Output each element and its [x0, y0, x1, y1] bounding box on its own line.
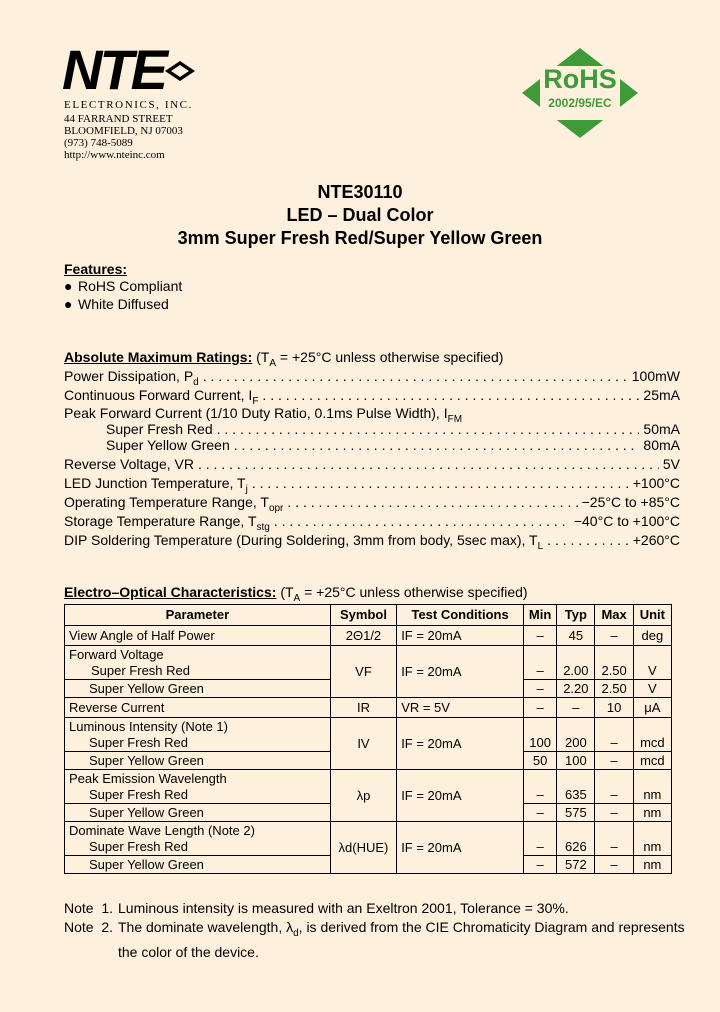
amr-row: Super Yellow Green . . . 80mA [64, 436, 680, 454]
note-2: Note 2. The dominate wavelength, $\lambda_d$, is derived from the CIE Chromaticity Diagram and represents the color of the device. [64, 919, 685, 960]
title-line-2: LED – Dual Color [286, 205, 434, 225]
address-city: BLOOMFIELD, NJ 07003 [64, 125, 183, 137]
title-line-3: 3mm Super Fresh Red/Super Yellow Green [177, 228, 543, 248]
part-number: NTE30110 [317, 182, 403, 202]
amr-row: Power Dissipation, $P_d$ . . . 100mW [64, 367, 680, 392]
table-row: Forward Voltage Super Fresh Red VF IF = 20mA – 2.00 2.50 V [65, 646, 672, 680]
amr-row: Continuous Forward Current, $I_F$ . . . 25mA [64, 386, 680, 411]
company-name: ELECTRONICS, INC. [64, 99, 193, 111]
table-row: Luminous Intensity (Note 1) Super Fresh Red IV IF = 20mA 100 200 – mcd [65, 718, 672, 752]
table-row: Super Yellow Green – 2.20 2.50 V [65, 680, 672, 698]
table-row: Peak Emission Wavelength Super Fresh Red λp IF = 20mA – 635 – nm [65, 770, 672, 804]
rohs-badge [520, 46, 640, 140]
amr-row: Super Fresh Red . . . 50mA [64, 420, 680, 438]
address-street: 44 FARRAND STREET [64, 113, 173, 125]
table-header-row [65, 605, 672, 626]
table-row: Reverse Current IR VR = 5V – – 10 μA [65, 698, 672, 718]
bullet-icon: ● [64, 296, 73, 312]
company-phone: (973) 748-5089 [64, 137, 133, 149]
logo-text: NTE [62, 38, 165, 101]
company-address [64, 113, 183, 161]
features-heading: Features: [64, 261, 128, 277]
eoc-heading: Electro–Optical Characteristics: [64, 584, 277, 600]
header-min: Min [524, 605, 557, 626]
feature-item: ● RoHS Compliant [64, 278, 183, 294]
eoc-table [64, 604, 672, 874]
table-row: View Angle of Half Power 2Θ1/2 IF = 20mA – 45 – deg [65, 626, 672, 646]
eoc-heading-line: Electro–Optical Characteristics: ($T_A = +25^\circ C$ unless otherwise specified) [64, 584, 528, 604]
features-list [64, 277, 182, 313]
feature-item: ● White Diffused [64, 296, 169, 312]
header-symbol: Symbol [330, 605, 396, 626]
amr-row: Reverse Voltage, VR . . . 5V [64, 455, 680, 473]
header-max: Max [595, 605, 633, 626]
amr-row: LED Junction Temperature, $T_j$ . . . +100°C [64, 474, 680, 499]
header-typ: Typ [557, 605, 595, 626]
diamond-icon [164, 60, 196, 82]
amr-row: Storage Temperature Range, $T_{stg}$ . . . −40°C to +100°C [64, 512, 680, 537]
header-parameter: Parameter [65, 605, 331, 626]
table-row: Super Yellow Green – 572 – nm [65, 856, 672, 874]
header-test-conditions: Test Conditions [397, 605, 524, 626]
bullet-icon: ● [64, 278, 73, 294]
table-row: Dominate Wave Length (Note 2) Super Fresh Red λd(HUE) IF = 20mA – 626 – nm [65, 822, 672, 856]
header-unit: Unit [633, 605, 671, 626]
amr-heading: Absolute Maximum Ratings: [64, 349, 253, 365]
amr-row: DIP Soldering Temperature (During Soldering, 3mm from body, 5sec max), $T_L$ . . . +260°C [64, 531, 680, 556]
amr-heading-line: Absolute Maximum Ratings: ($T_A = +25^\circ C$ unless otherwise specified) [64, 349, 504, 369]
company-web: http://www.nteinc.com [64, 149, 165, 161]
note-1: Note 1. Luminous intensity is measured with an Exeltron 2001, Tolerance = 30%. [64, 900, 569, 916]
amr-row: Operating Temperature Range, $T_{opr}$ . . . −25°C to +85°C [64, 493, 680, 518]
table-row: Super Yellow Green – 575 – nm [65, 804, 672, 822]
rohs-directive: 2002/95/EC [548, 96, 612, 110]
amr-row: Peak Forward Current (1/10 Duty Ratio, 0.1ms Pulse Width), $I_{FM}$ [64, 405, 463, 425]
company-logo [62, 38, 198, 101]
table-row: Super Yellow Green 50 100 – mcd [65, 752, 672, 770]
rohs-label: RoHS [543, 64, 617, 94]
